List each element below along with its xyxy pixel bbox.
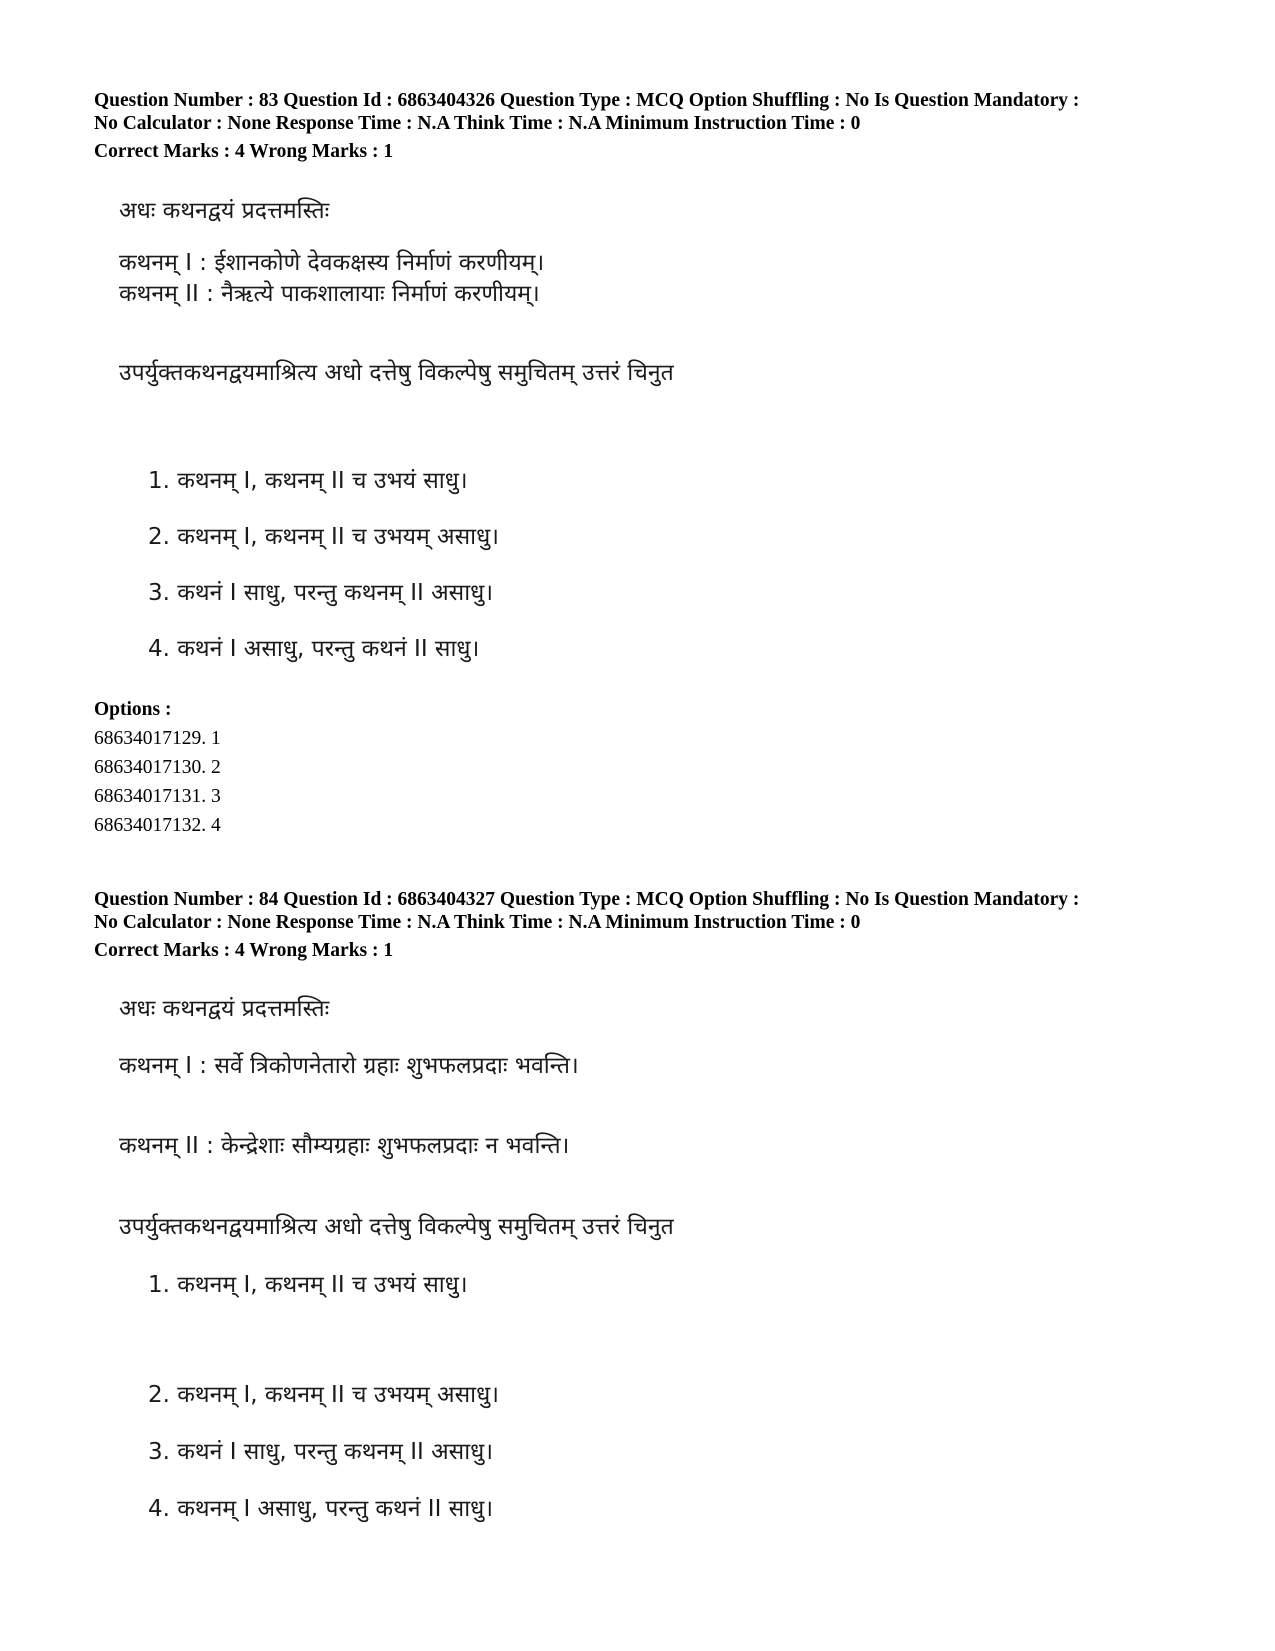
q83-options-block	[94, 695, 221, 840]
q84-instruction: उपर्युक्तकथनद्वयमाश्रित्य अधो दत्तेषु विकल्पेषु समुचितम् उत्तरं चिनुत	[119, 1214, 674, 1240]
q83-instruction: उपर्युक्तकथनद्वयमाश्रित्य अधो दत्तेषु विकल्पेषु समुचितम् उत्तरं चिनुत	[119, 360, 674, 386]
q83-statement-2: कथनम् II : नैऋत्ये पाकशालायाः निर्माणं करणीयम्।	[119, 281, 540, 307]
q84-choice-1: 1. कथनम् I, कथनम् II च उभयं साधु।	[148, 1272, 468, 1298]
q83-choice-2: 2. कथनम् I, कथनम् II च उभयम् असाधु।	[148, 524, 499, 550]
option-id-2: 68634017130. 2	[94, 757, 221, 778]
q83-marks: Correct Marks : 4 Wrong Marks : 1	[94, 141, 394, 162]
q83-intro: अधः कथनद्वयं प्रदत्तमस्तिः	[119, 198, 330, 224]
q84-meta-line-2: No Calculator : None Response Time : N.A Think Time : N.A Minimum Instruction Time : 0	[94, 912, 861, 933]
options-heading: Options :	[94, 699, 172, 720]
q84-choice-3: 3. कथनं I साधु, परन्तु कथनम् II असाधु।	[148, 1439, 494, 1465]
option-id-1: 68634017129. 1	[94, 728, 221, 749]
q83-meta-line-1: Question Number : 83 Question Id : 6863404326 Question Type : MCQ Option Shuffling : No Is Question Mandatory :	[94, 90, 1080, 111]
q84-statement-1: कथनम् I : सर्वे त्रिकोणनेतारो ग्रहाः शुभफलप्रदाः भवन्ति।	[119, 1053, 579, 1079]
option-id-4: 68634017132. 4	[94, 815, 221, 836]
q84-meta-line-1: Question Number : 84 Question Id : 6863404327 Question Type : MCQ Option Shuffling : No Is Question Mandatory :	[94, 889, 1080, 910]
option-id-3: 68634017131. 3	[94, 786, 221, 807]
q83-statement-1: कथनम् I : ईशानकोणे देवकक्षस्य निर्माणं करणीयम्।	[119, 250, 545, 276]
q83-choice-4: 4. कथनं I असाधु, परन्तु कथनं II साधु।	[148, 636, 480, 662]
q84-choice-2: 2. कथनम् I, कथनम् II च उभयम् असाधु।	[148, 1382, 499, 1408]
q84-choice-4: 4. कथनम् I असाधु, परन्तु कथनं II साधु।	[148, 1496, 494, 1522]
q84-statement-2: कथनम् II : केन्द्रेशाः सौम्यग्रहाः शुभफलप्रदाः न भवन्ति।	[119, 1133, 570, 1159]
q83-meta-line-2: No Calculator : None Response Time : N.A Think Time : N.A Minimum Instruction Time : 0	[94, 113, 861, 134]
q83-choice-3: 3. कथनं I साधु, परन्तु कथनम् II असाधु।	[148, 580, 494, 606]
q84-intro: अधः कथनद्वयं प्रदत्तमस्तिः	[119, 996, 330, 1022]
q84-marks: Correct Marks : 4 Wrong Marks : 1	[94, 940, 394, 961]
q83-choice-1: 1. कथनम् I, कथनम् II च उभयं साधु।	[148, 468, 468, 494]
